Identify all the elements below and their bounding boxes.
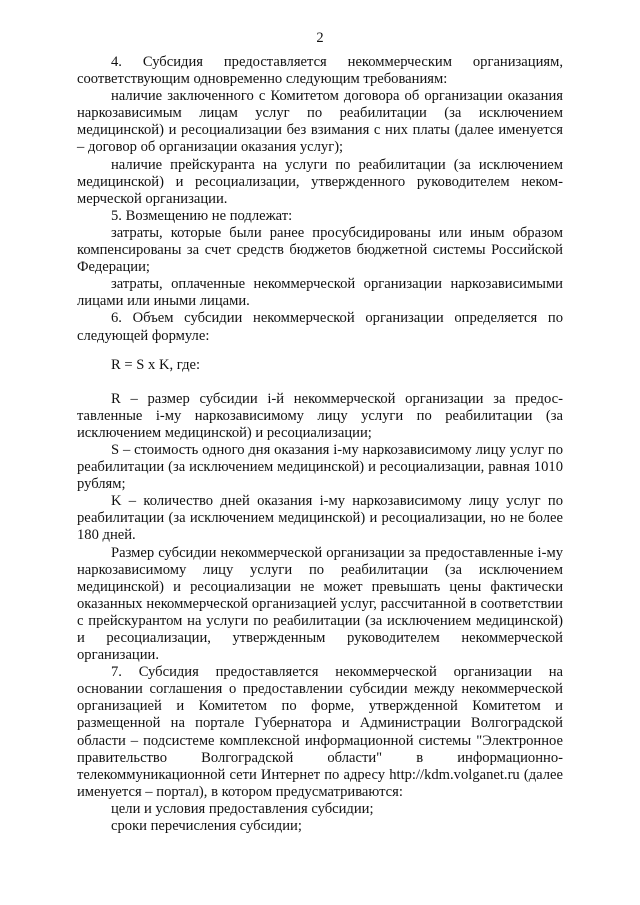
- paragraph-subsidy-limit: Размер субсидии некоммерческой организации за предоставленные i-му наркозависимому лицу услуги по реабилитации (за исключением медицинской) и ресоциализации не может превышать цены фактически оказанных некоммерческой организацией услуг, рассчитанной в соответствии с прейскурантом на услуги по реабилитации (за исключением медицинской) и ресоциализации, утвержденным руководителем некоммерческой организации.: [77, 544, 563, 664]
- paragraph-contract-requirement: наличие заключенного с Комитетом договора об организации оказания наркозависимым лицам услуг по реабилитации (за исключением медицинской) и ресоциализации без взимания с них платы (далее именуется – договор об организации оказания услуг);: [77, 88, 563, 156]
- page-number: 2: [316, 30, 324, 46]
- definition-r: R – размер субсидии i-й некоммерческой организации за предоставленные i-му наркозависимому лицу услуги по реабилитации (за исключением медицинской) и ресоциализации;: [77, 390, 563, 441]
- paragraph-purpose-conditions: цели и условия предоставления субсидии;: [111, 800, 374, 817]
- definition-k: K – количество дней оказания i-му наркозависимому лицу услуг по реабилитации (за исключением медицинской) и ресоциализации, но не более 180 дней.: [77, 493, 563, 544]
- paragraph-6-formula-intro: 6. Объем субсидии некоммерческой организации определяется по следующей формуле:: [77, 310, 563, 344]
- paragraph-price-list-requirement: наличие прейскуранта на услуги по реабилитации (за исключением медицинской) и ресоциализации, утвержденного руководителем некоммерческой организации.: [77, 156, 563, 207]
- subsidy-formula: R = S x K, где:: [111, 356, 201, 373]
- paragraph-transfer-terms: сроки перечисления субсидии;: [111, 818, 302, 835]
- document-body: [77, 54, 563, 835]
- paragraph-7-agreement: 7. Субсидия предоставляется некоммерческой организации на основании соглашения о предоставлении субсидии между некоммерческой организацией и Комитетом по форме, утвержденной Комитетом и размещенной на портале Губернатора и Администрации Волгоградской области – подсистеме комплексной информационной системы "Электронное правительство Волгоградской области" в информационно-телекоммуникационной сети Интернет по адресу http://kdm.volganet.ru (далее именуется – портал), в котором предусматриваются:: [77, 664, 563, 800]
- definition-s: S – стоимость одного дня оказания i-му наркозависимому лицу услуг по реабилитации (за исключением медицинской) и ресоциализации, равная 1010 рублям;: [77, 441, 563, 493]
- paragraph-5-not-reimbursed: 5. Возмещению не подлежат:: [111, 207, 293, 224]
- paragraph-subsidized-costs: затраты, которые были ранее просубсидированы или иным образом компенсированы за счет средств бюджетов бюджетной системы Российской Федерации;: [77, 224, 563, 276]
- paragraph-4-requirements: 4. Субсидия предоставляется некоммерческим организациям, соответствующим одновременно следующим требованиям:: [77, 54, 563, 88]
- paragraph-paid-costs: затраты, оплаченные некоммерческой организации наркозависимыми лицами или иными лицами.: [77, 276, 563, 310]
